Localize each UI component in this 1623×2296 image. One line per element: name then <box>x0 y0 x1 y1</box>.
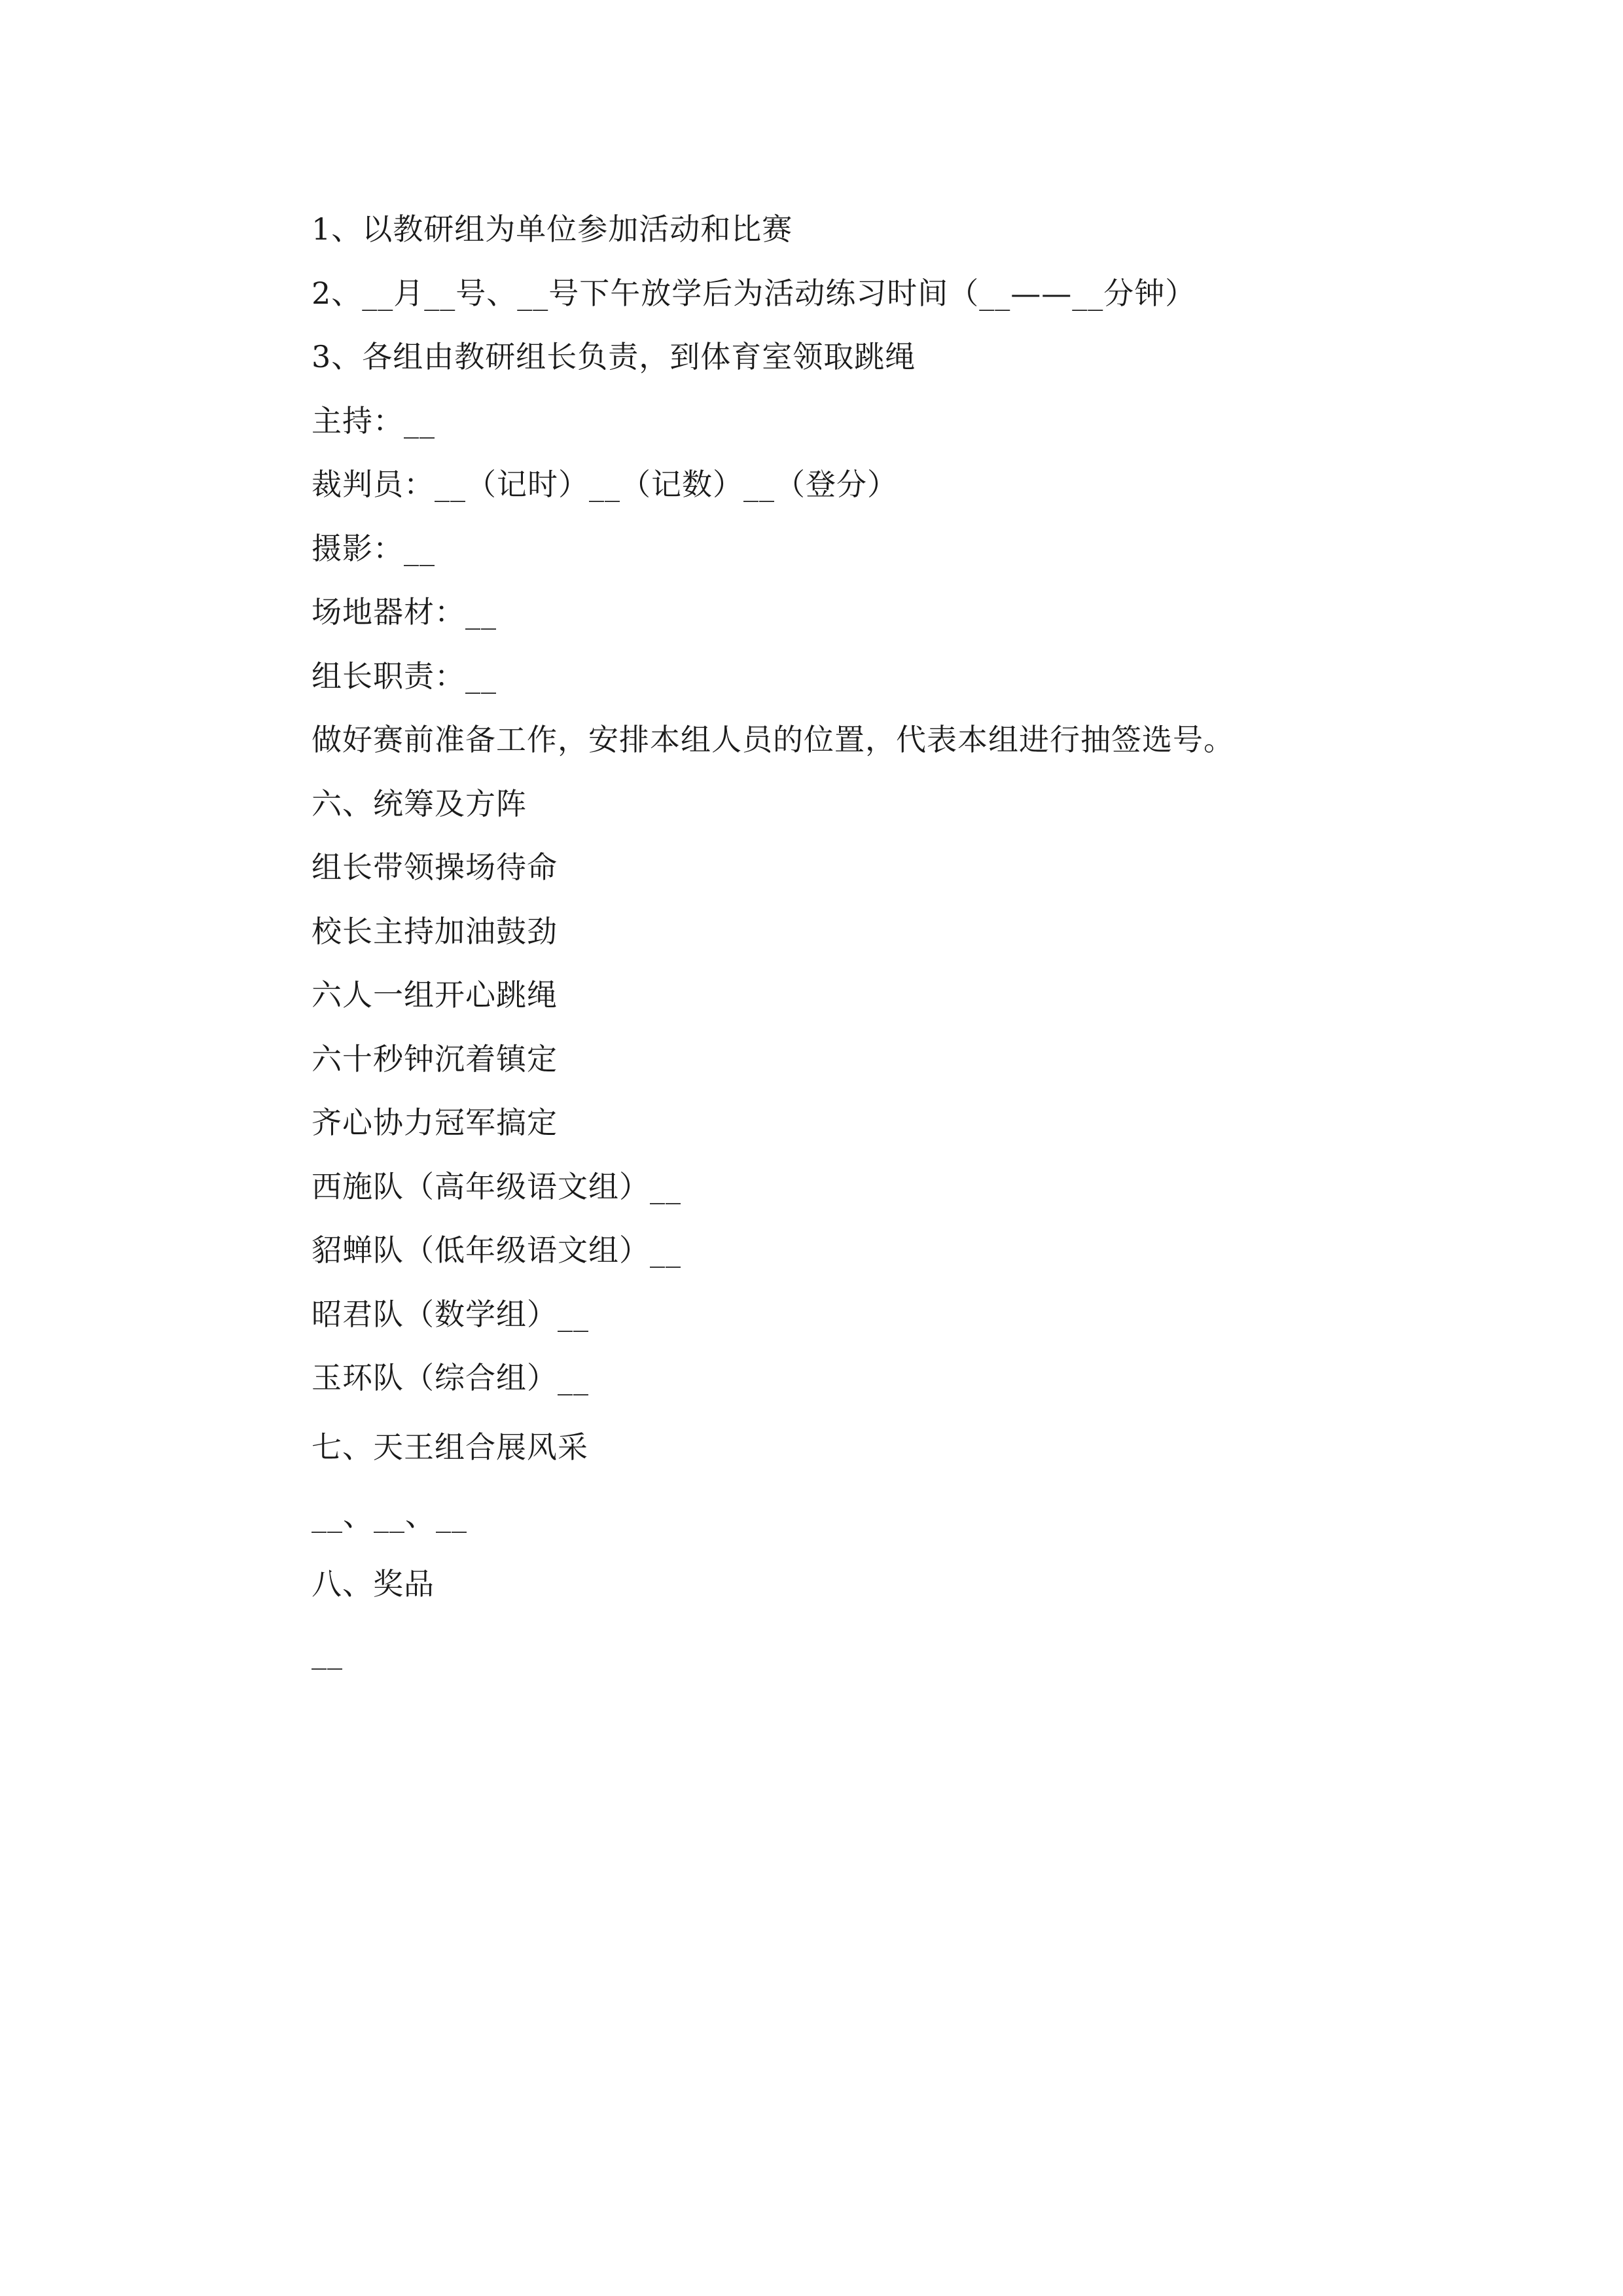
leader-duties-text: 做好赛前准备工作，安排本组人员的位置，代表本组进行抽签选号。 <box>312 722 1234 757</box>
venue-equipment-line: 场地器材：__ <box>312 594 497 630</box>
leader-duties-line: 组长职责：__ <box>312 658 497 694</box>
document-body <box>312 203 1359 1690</box>
rule-practice-time: 2、__月__号、__号下午放学后为活动练习时间（__——__分钟） <box>312 275 1196 311</box>
rule-participation-unit: 1、以教研组为单位参加活动和比赛 <box>312 211 793 247</box>
section-heading-showcase: 七、天王组合展风采 <box>312 1429 588 1465</box>
slogan-line: 六人一组开心跳绳 <box>312 977 558 1013</box>
slogan-line: 校长主持加油鼓劲 <box>312 913 558 949</box>
section-heading-prizes: 八、奖品 <box>312 1566 435 1602</box>
prizes-blank: __ <box>312 1634 343 1670</box>
team-line: 昭君队（数学组）__ <box>312 1296 589 1332</box>
team-line: 西施队（高年级语文组）__ <box>312 1168 681 1204</box>
team-line: 貂蝉队（低年级语文组）__ <box>312 1232 681 1268</box>
photography-line: 摄影：__ <box>312 530 435 566</box>
rule-collect-ropes: 3、各组由教研组长负责，到体育室领取跳绳 <box>312 339 916 374</box>
section-heading-coordination: 六、统筹及方阵 <box>312 785 527 821</box>
referees-line: 裁判员：__（记时）__（记数）__（登分） <box>312 467 898 502</box>
slogan-line: 组长带领操场待命 <box>312 850 558 885</box>
team-line: 玉环队（综合组）__ <box>312 1360 589 1395</box>
slogan-line: 六十秒钟沉着镇定 <box>312 1041 558 1077</box>
host-line: 主持：__ <box>312 403 435 439</box>
showcase-blanks: __、__、__ <box>312 1497 467 1533</box>
slogan-line: 齐心协力冠军搞定 <box>312 1105 558 1140</box>
